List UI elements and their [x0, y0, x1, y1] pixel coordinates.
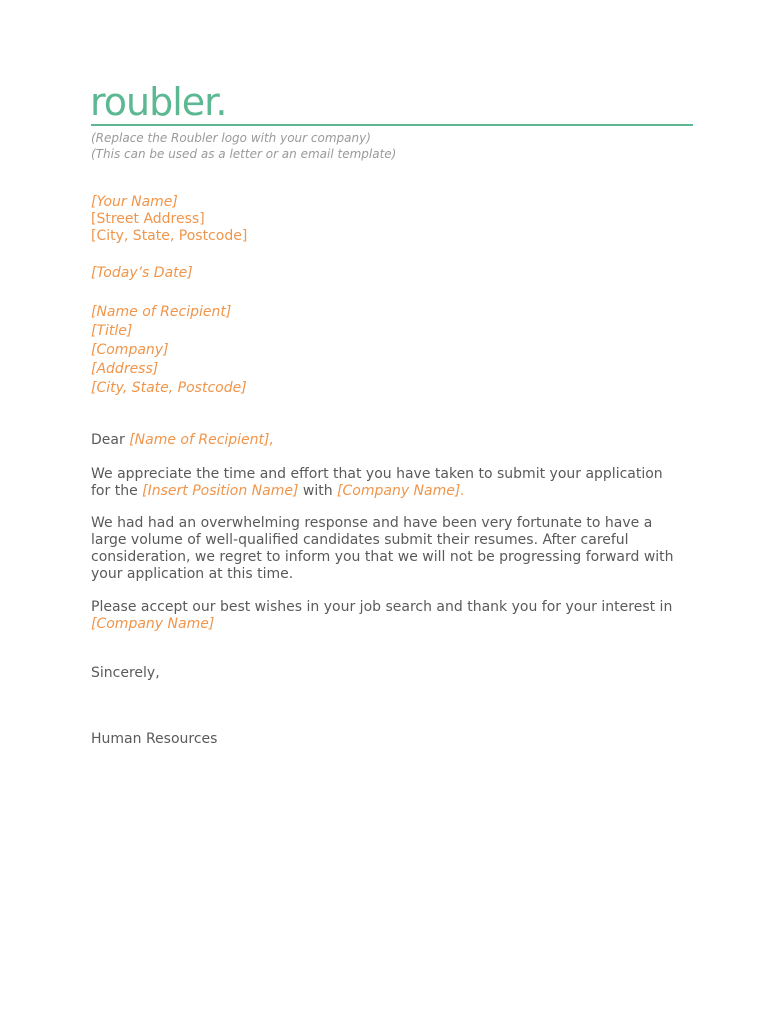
closing: Sincerely, [91, 665, 160, 681]
para3-text: Please accept our best wishes in your job search and thank you for your interest in [91, 599, 673, 615]
paragraph-wishes [91, 599, 681, 633]
recipient-company: [Company] [91, 342, 169, 358]
signature: Human Resources [91, 731, 218, 747]
para3-company: [Company Name] [91, 616, 215, 632]
salutation-recipient: [Name of Recipient] [129, 432, 270, 448]
recipient-address: [Address] [91, 361, 159, 377]
para1-text-b: with [298, 483, 338, 499]
sender-city: [City, State, Postcode] [91, 228, 248, 244]
para1-text-c: . [460, 483, 465, 499]
template-note-usage: (This can be used as a letter or an email template) [91, 147, 397, 161]
paragraph-appreciation [91, 466, 681, 500]
template-note-logo: (Replace the Roubler logo with your company) [91, 131, 371, 145]
para1-company: [Company Name] [337, 483, 461, 499]
salutation-prefix: Dear [91, 432, 130, 448]
para1-position: [Insert Position Name] [142, 483, 299, 499]
company-logo: roubler. [90, 80, 227, 124]
recipient-name: [Name of Recipient] [91, 304, 232, 320]
salutation-suffix: , [269, 432, 274, 448]
header-divider [91, 124, 693, 126]
recipient-title: [Title] [91, 323, 133, 339]
sender-street: [Street Address] [91, 211, 205, 227]
para1-text-a: We appreciate the time and effort that you have taken to submit your application for the [91, 466, 663, 499]
salutation [91, 432, 681, 449]
recipient-city: [City, State, Postcode] [91, 380, 247, 396]
letter-date: [Today’s Date] [91, 265, 193, 281]
sender-name: [Your Name] [91, 194, 178, 210]
paragraph-decision: We had had an overwhelming response and have been very fortunate to have a large volume of well-qualified candidates submit their resumes. After careful consideration, we regret to inform you that we will not be progressing forward with your application at this time. [91, 515, 674, 582]
